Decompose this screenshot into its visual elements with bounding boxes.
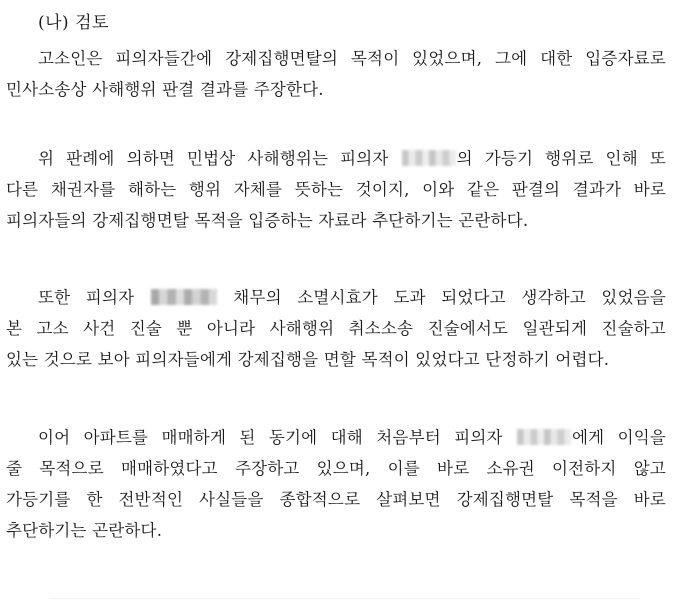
paragraph-line: 다른 채권자를 해하는 행위 자체를 뜻하는 것이지, 이와 같은 판결의 결과가 바로 <box>6 180 666 199</box>
text-fragment: 의 가등기 행위로 인해 또 <box>456 149 666 168</box>
paragraph-apartment-sale <box>6 422 666 546</box>
redacted-name <box>402 150 456 166</box>
text-fragment: 채무의 소멸시효가 도과 되었다고 생각하고 있었음을 <box>233 288 666 307</box>
paragraph-line: 본 고소 사건 진술 뿐 아니라 사해행위 취소소송 진술에서도 일관되게 진술하고 <box>6 319 666 338</box>
page-bottom-divider <box>50 598 640 599</box>
paragraph-line: 민사소송상 사해행위 판결 결과를 주장한다. <box>6 80 324 99</box>
paragraph-line: 줄 목적으로 매매하였다고 주장하고 있으며, 이를 바로 소유권 이전하지 않고 <box>6 459 666 478</box>
redacted-name <box>517 429 571 445</box>
section-heading: (나) 검토 <box>38 13 109 33</box>
text-fragment: 또한 피의자 <box>38 288 135 307</box>
paragraph-line: 피의자들의 강제집행면탈 목적을 입증하는 자료라 추단하기는 곤란하다. <box>6 211 529 230</box>
paragraph-line <box>6 422 666 453</box>
text-fragment: 에게 이익을 <box>571 428 666 447</box>
paragraph-line <box>6 143 666 174</box>
paragraph-line: 있는 것으로 보아 피의자들에게 강제집행을 면할 목적이 있었다고 단정하기 어렵다. <box>6 350 610 369</box>
paragraph-line: 추단하기는 곤란하다. <box>6 521 163 540</box>
paragraph-line: 고소인은 피의자들간에 강제집행면탈의 목적이 있었으며, 그에 대한 입증자료로 <box>38 49 666 68</box>
paragraph-line <box>6 282 666 313</box>
paragraph-precedent <box>6 143 666 236</box>
paragraph-line: 가등기를 한 전반적인 사실들을 종합적으로 살펴보면 강제집행면탈 목적을 바로 <box>6 490 666 509</box>
redacted-name <box>151 289 217 305</box>
paragraph-complainant-claim <box>6 43 666 105</box>
paragraph-statute-of-limitations <box>6 282 666 375</box>
text-fragment: 위 판례에 의하면 민법상 사해행위는 피의자 <box>38 149 389 168</box>
text-fragment: 이어 아파트를 매매하게 된 동기에 대해 처음부터 피의자 <box>38 428 503 447</box>
